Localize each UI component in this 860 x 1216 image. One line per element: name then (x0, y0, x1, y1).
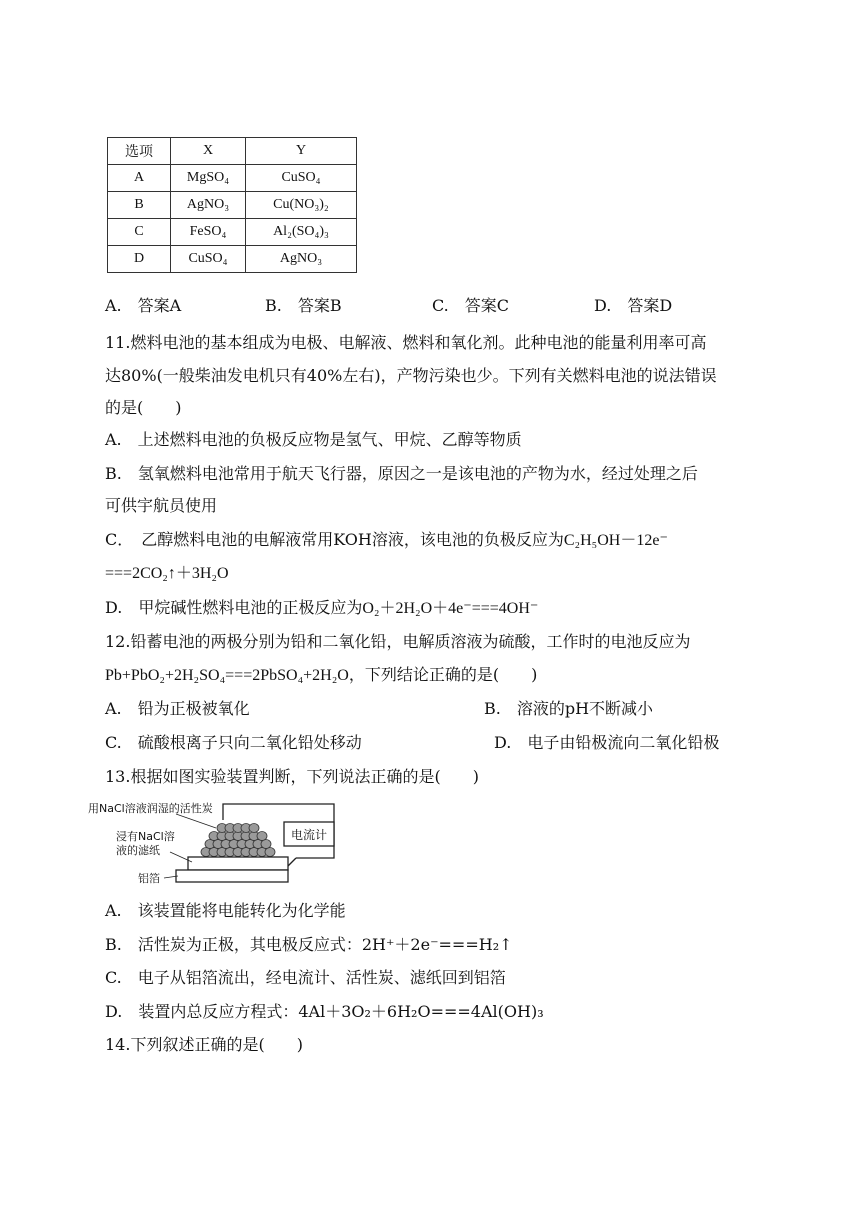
activated-carbon (201, 824, 275, 857)
q11-stem-line1: 11.燃料电池的基本组成为电极、电解液、燃料和氧化剂。此种电池的能量利用率可高 (105, 333, 707, 352)
aluminum-foil (176, 870, 288, 882)
q11-option-b-line2: 可供宇航员使用 (105, 496, 218, 515)
table-cell: B (108, 192, 171, 219)
table-cell: MgSO₄ (171, 165, 246, 192)
q11-option-c-formula: C₂H₅OH－12e⁻ (563, 532, 668, 549)
q13-option-b: B. 活性炭为正极，其电极反应式：2H⁺＋2e⁻===H₂↑ (105, 935, 513, 954)
q11-option-d (105, 598, 538, 619)
table-row (108, 192, 357, 219)
label-activated-carbon: 用NaCl溶液润湿的活性炭 (88, 802, 213, 815)
q11-option-a: A. 上述燃料电池的负极反应物是氢气、甲烷、乙醇等物质 (105, 430, 522, 449)
label-filter-paper-line2: 液的滤纸 (116, 844, 160, 857)
table-cell: Cu(NO₃)₂ (246, 192, 357, 219)
table-cell: AgNO₃ (171, 192, 246, 219)
table-header-cell: 选项 (108, 138, 171, 165)
current-meter-label: 电流计 (290, 828, 328, 842)
q10-option-b: B. 答案B (265, 296, 342, 315)
leader-line-carbon (176, 814, 216, 828)
table-cell: AgNO₃ (246, 246, 357, 273)
q14-stem: 14.下列叙述正确的是( ) (105, 1035, 303, 1054)
table-cell: C (108, 219, 171, 246)
q11-option-c-line2: ===2CO₂↑＋3H₂O (105, 565, 229, 582)
q13-apparatus-figure (88, 800, 418, 892)
table-cell: A (108, 165, 171, 192)
q11-stem-line3: 的是( ) (105, 398, 182, 417)
table-header-cell: X (171, 138, 246, 165)
q11-option-c-text: C． 乙醇燃料电池的电解液常用KOH溶液，该电池的负极反应为 (105, 530, 564, 549)
table-row (108, 165, 357, 192)
table-cell: Al₂(SO₄)₃ (246, 219, 357, 246)
q11-stem-line2: 达80%(一般柴油发电机只有40%左右)，产物污染也少。下列有关燃料电池的说法错误 (105, 366, 717, 385)
label-filter-paper-line1: 浸有NaCl溶 (116, 830, 175, 843)
q12-reaction-formula: Pb+PbO₂+2H₂SO₄===2PbSO₄+2H₂O (105, 667, 349, 684)
table-cell: D (108, 246, 171, 273)
q11-option-b-line1: B. 氢氧燃料电池常用于航天飞行器，原因之一是该电池的产物为水，经过处理之后 (105, 464, 698, 483)
q12-stem-line1: 12.铅蓄电池的两极分别为铅和二氧化铅，电解质溶液为硫酸，工作时的电池反应为 (105, 632, 691, 651)
q12-stem-line2 (105, 665, 537, 686)
q11-option-d-text: D. 甲烷碱性燃料电池的正极反应为 (105, 598, 363, 617)
q11-option-d-formula: O₂＋2H₂O＋4e⁻===4OH⁻ (362, 600, 539, 617)
q13-stem: 13.根据如图实验装置判断，下列说法正确的是( ) (105, 767, 479, 786)
table-header-cell: Y (246, 138, 357, 165)
q10-option-d: D. 答案D (594, 296, 673, 315)
q10-option-a: A. 答案A (105, 296, 182, 315)
q12-option-a: A. 铅为正极被氧化 (105, 699, 250, 718)
table-cell: FeSO₄ (171, 219, 246, 246)
table-header-row (108, 138, 357, 165)
label-aluminum-foil: 铝箔 (138, 872, 160, 885)
table-cell: CuSO₄ (171, 246, 246, 273)
table-cell: CuSO₄ (246, 165, 357, 192)
table-row (108, 219, 357, 246)
options-table (107, 137, 357, 273)
q13-option-a: A. 该装置能将电能转化为化学能 (105, 901, 346, 920)
table-row (108, 246, 357, 273)
q13-option-c: C. 电子从铝箔流出，经电流计、活性炭、滤纸回到铝箔 (105, 968, 506, 987)
filter-paper (188, 857, 288, 870)
q12-option-c: C. 硫酸根离子只向二氧化铅处移动 (105, 733, 362, 752)
q13-option-d: D. 装置内总反应方程式：4Al＋3O₂＋6H₂O===4Al(OH)₃ (105, 1002, 544, 1021)
q11-option-c-line1 (105, 530, 668, 551)
q12-option-d: D. 电子由铅极流向二氧化铅极 (494, 733, 720, 752)
q12-stem-tail: ，下列结论正确的是( ) (348, 665, 538, 684)
q12-option-b: B. 溶液的pH不断减小 (484, 699, 654, 718)
q10-option-c: C. 答案C (432, 296, 510, 315)
